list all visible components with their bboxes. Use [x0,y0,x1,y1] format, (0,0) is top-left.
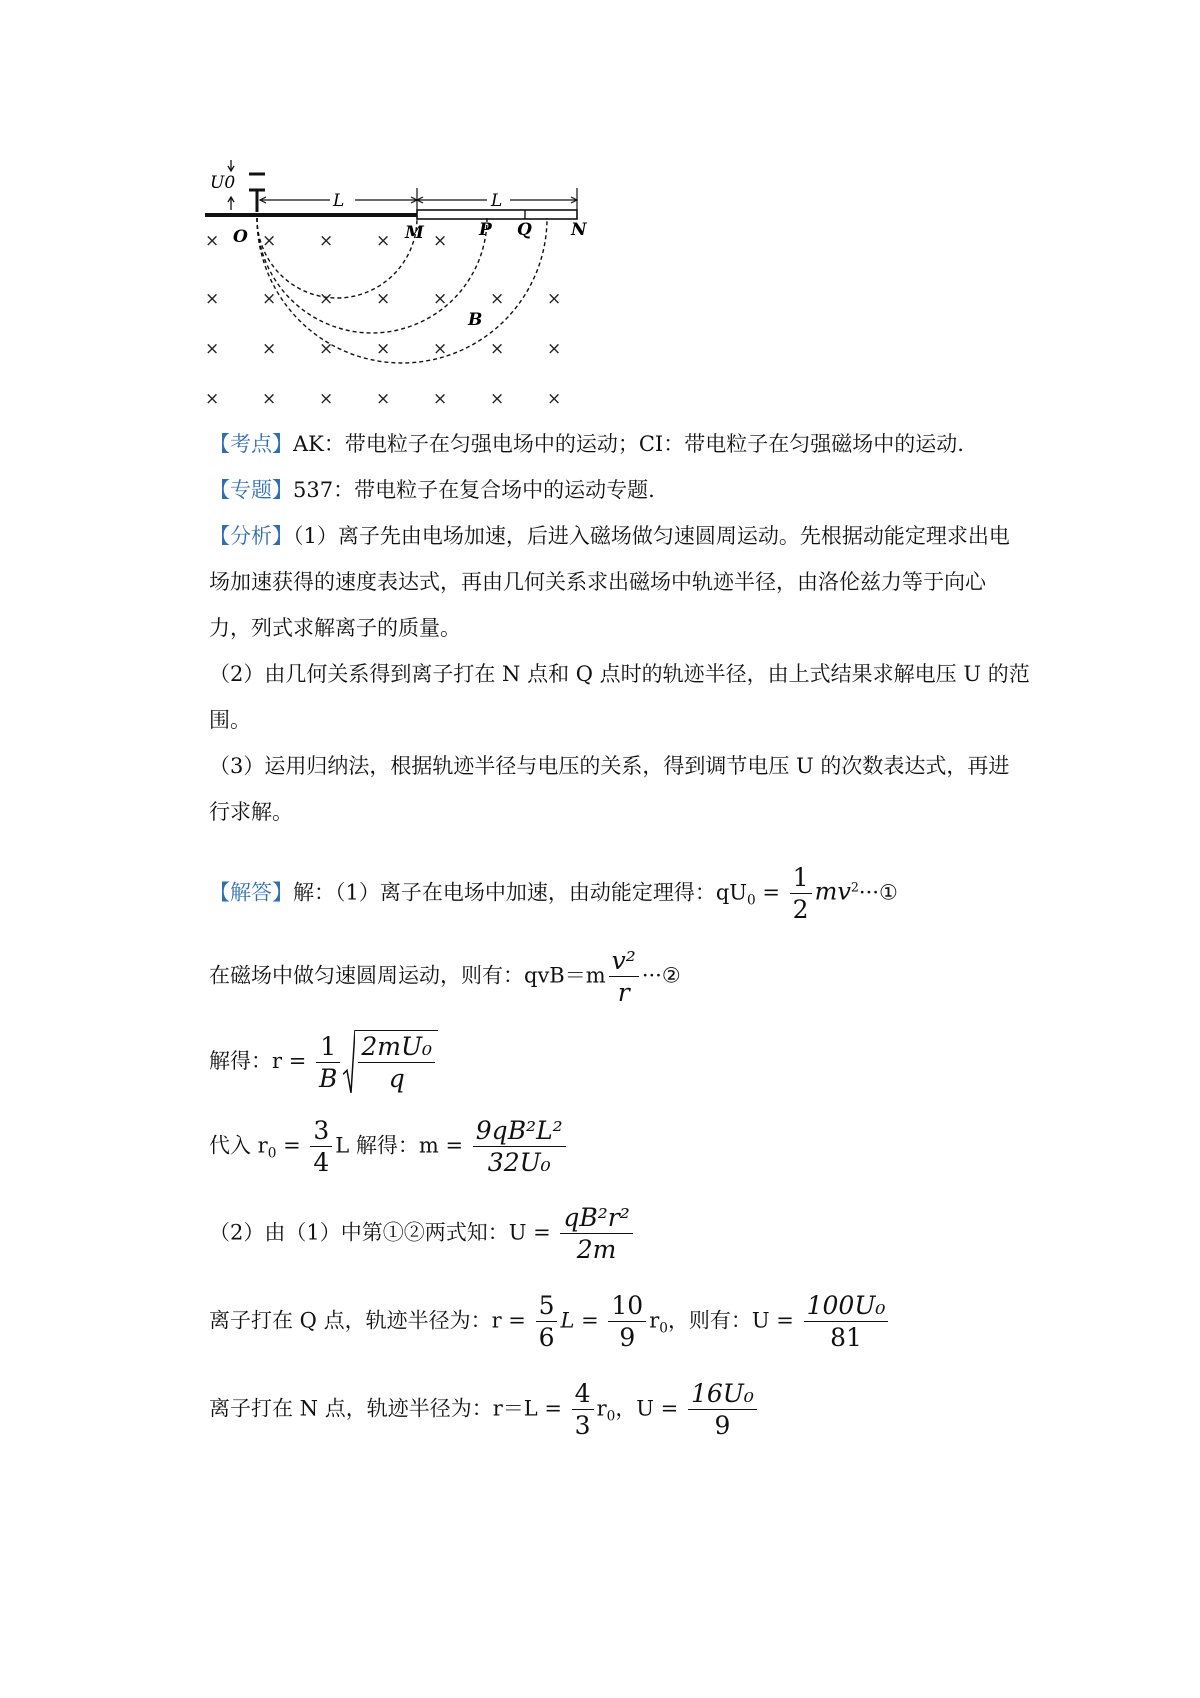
field-cross: × [490,339,505,359]
field-cross: × [433,339,448,359]
fraction-5-6 [536,1290,558,1354]
label-o: O [233,227,248,247]
field-cross: × [376,289,391,309]
fraction-voltage [560,1202,632,1266]
jieda-line-2 [209,945,681,1009]
numerator: 2mU₀ [358,1031,435,1063]
jieda-text-7: 离子打在 N 点，轨迹半径为：r＝L = [209,1396,562,1421]
equation-mark-2: ···② [641,963,681,988]
dimension-arrows [260,188,577,210]
field-cross: × [547,339,562,359]
fraction-10-9 [608,1290,646,1354]
field-cross: × [319,389,334,409]
field-cross: × [205,231,220,251]
fraction-v2-r [609,945,639,1009]
field-cross: × [376,231,391,251]
denominator: 6 [538,1323,555,1353]
magnetic-field-crosses [205,231,561,409]
denominator: r [617,978,630,1008]
numerator: 100U₀ [804,1290,889,1322]
numerator: qB²r² [560,1202,632,1234]
square-root [343,1030,438,1095]
field-cross: × [376,339,391,359]
field-cross: × [319,231,334,251]
jieda-line-7 [209,1378,760,1442]
fenxi-line-2: 场加速获得的速度表达式，再由几何关系求出磁场中轨迹半径，由洛伦兹力等于向心 [209,570,986,594]
jieda-text-6: 离子打在 Q 点，轨迹半径为：r = [209,1308,526,1333]
denominator: 9 [714,1411,731,1441]
jieda-text-6c: ，则有：U = [667,1308,794,1333]
jieda-tag: 【解答】 [209,880,293,905]
fraction-2mu0-q [358,1031,435,1095]
jieda-text-6b: L = [560,1308,599,1333]
numerator: 5 [536,1290,558,1322]
denominator: B [319,1063,338,1093]
numerator: 1 [316,1031,340,1063]
jieda-line-3 [209,1030,438,1095]
superscript: 2 [850,879,859,895]
jieda-text-1: 解：（1）离子在电场中加速，由动能定理得：qU [293,880,748,905]
jieda-line-1 [209,862,898,926]
fenxi-text-1: （1）离子先由电场加速，后进入磁场做匀速圆周运动。先根据动能定理求出电 [293,524,1010,548]
field-cross: × [376,389,391,409]
detector-mn [417,210,577,219]
field-cross: × [547,389,562,409]
field-cross: × [262,339,277,359]
fenxi-tag: 【分析】 [209,524,293,548]
denominator: 2 [792,895,809,925]
denominator: 3 [574,1411,591,1441]
field-cross: × [433,389,448,409]
subscript: 0 [267,1145,277,1162]
fraction-mass [473,1115,566,1179]
label-m: M [405,223,424,243]
numerator: 16U₀ [688,1378,757,1410]
kaodian-text: AK：带电粒子在匀强电场中的运动；CI：带电粒子在匀强磁场中的运动. [293,432,964,456]
label-n: N [571,220,587,240]
jieda-line-4 [209,1115,569,1179]
subscript: 0 [606,1408,616,1425]
fraction-half [790,862,812,926]
field-cross: × [319,289,334,309]
field-cross: × [205,389,220,409]
subscript: 0 [747,892,756,909]
denominator: q [388,1064,405,1094]
zhuanti-text: 537：带电粒子在复合场中的运动专题. [293,478,655,502]
fenxi-line-4: （2）由几何关系得到离子打在 N 点和 Q 点时的轨迹半径，由上式结果求解电压 U 的范 [209,662,1030,686]
accelerating-plates [249,174,265,212]
denominator: 9 [619,1323,636,1353]
fenxi-line-6: （3）运用归纳法，根据轨迹半径与电压的关系，得到调节电压 U 的次数表达式，再进 [209,754,1010,778]
field-cross: × [490,289,505,309]
kaodian-tag: 【考点】 [209,432,293,456]
numerator: 9qB²L² [473,1115,566,1147]
field-cross: × [205,339,220,359]
mv: mv [814,877,851,906]
ion-trajectory-diagram [205,160,645,450]
equals: = [755,880,780,905]
fenxi-line-5: 围。 [209,708,251,732]
jieda-text-4b: L 解得：m = [335,1133,464,1158]
field-cross: × [205,289,220,309]
field-cross: × [547,289,562,309]
fenxi-line-1 [209,524,1010,549]
fraction-3-4 [310,1115,332,1179]
fenxi-line-3: 力，列式求解离子的质量。 [209,616,461,640]
fraction-1-b [316,1031,340,1095]
field-cross: × [490,389,505,409]
jieda-text-3: 解得：r = [209,1048,307,1073]
equals: = [276,1133,301,1158]
jieda-text-2: 在磁场中做匀速圆周运动，则有：qvB＝m [209,963,606,988]
field-cross: × [262,289,277,309]
denominator: 32U₀ [487,1148,551,1178]
label-p: P [479,220,492,240]
label-b: B [468,310,483,330]
denominator: 81 [830,1323,862,1353]
label-u0: U0 [210,173,236,193]
fraction-100u0-81 [804,1290,889,1354]
field-cross: × [319,339,334,359]
field-cross: × [262,231,277,251]
field-cross: × [433,231,448,251]
numerator: 10 [608,1290,646,1322]
numerator: 4 [572,1378,594,1410]
subscript: 0 [659,1320,668,1337]
equation-mark-1: ···① [858,880,898,905]
field-cross: × [262,389,277,409]
denominator: 4 [313,1148,330,1178]
kaodian-line [209,432,964,457]
numerator: 1 [790,862,812,894]
numerator: v² [609,945,639,977]
zhuanti-line [209,478,655,503]
denominator: 2m [576,1235,617,1265]
label-q: Q [517,220,532,240]
zhuanti-tag: 【专题】 [209,478,293,502]
label-l-right: L [491,191,503,211]
fraction-16u0-9 [688,1378,757,1442]
radical-sign-icon [343,1030,355,1095]
numerator: 3 [310,1115,332,1147]
jieda-line-5 [209,1202,636,1266]
jieda-line-6 [209,1290,891,1354]
jieda-text-5: （2）由（1）中第①②两式知：U = [209,1220,551,1245]
field-cross: × [433,289,448,309]
fenxi-line-7: 行求解。 [209,800,293,824]
jieda-text-4: 代入 r [209,1133,268,1158]
jieda-text-7b: ，U = [615,1396,679,1421]
r: r [649,1308,660,1333]
r: r [596,1396,607,1421]
fraction-4-3 [572,1378,594,1442]
label-l-left: L [333,191,345,211]
